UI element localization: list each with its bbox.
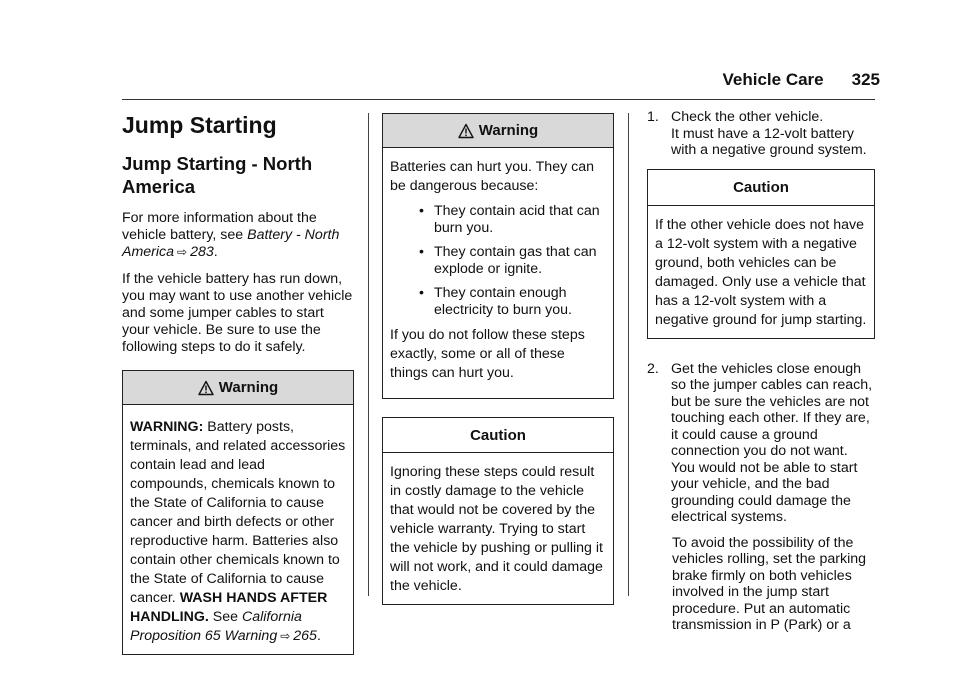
sub-heading: Jump Starting - North America [122, 153, 313, 197]
step-1: 1. Check the other vehicle. It must have a 12-volt battery with a negative ground system. [647, 109, 867, 158]
intro-paragraph: For more information about the vehicle battery, see Battery - North America ⇨ 283. [122, 210, 340, 260]
list-item: • They contain gas that can explode or ignite. [419, 244, 597, 277]
list-item: • They contain acid that can burn you. [419, 203, 600, 236]
warning-box-header [123, 371, 353, 405]
warning-triangle-icon [458, 123, 474, 139]
section-title: Vehicle Care [722, 70, 824, 89]
caution-box-ground [647, 169, 875, 339]
caution-box-header [648, 170, 874, 206]
caution-text: Ignoring these steps could result in costly damage to the vehicle that would not be covered by the vehicle warranty. Trying to start the vehicle by pushing or pulling it will not work, and it could damage the vehicle. [390, 464, 603, 594]
warning-title: Warning [478, 122, 539, 139]
battery-reference-page[interactable]: 283 [190, 244, 214, 260]
prop65-reference-link[interactable]: California Proposition 65 Warning [130, 609, 302, 644]
column-3 [647, 109, 875, 634]
warning-triangle-icon [198, 380, 214, 396]
column-1 [122, 108, 354, 655]
page-reference-arrow-icon: ⇨ [280, 629, 291, 643]
caution-title: Caution [470, 426, 526, 444]
warning-box-battery [382, 113, 614, 399]
warning-box-header [383, 114, 613, 148]
page-header [723, 70, 881, 90]
step-2: 2. Get the vehicles close enough so the jumper cables can reach, but be sure the vehicles are not touching each other. If they are, it could cause a ground connection you do not want. You would not be able to start your vehicle, and the bad grounding could damage the electrical systems. [647, 360, 873, 525]
prop65-reference-page[interactable]: 265 [293, 628, 317, 644]
warning-box-prop65 [122, 370, 354, 655]
rundown-paragraph: If the vehicle battery has run down, you may want to use another vehicle and some jumper cables to start your vehicle. Be sure to use the following steps to do it safely. [122, 271, 353, 355]
caution-box-body [648, 206, 874, 338]
main-heading: Jump Starting [122, 112, 277, 138]
warning-title: Warning [218, 379, 279, 396]
warning-lead: WARNING: [130, 419, 204, 435]
column-divider-1 [368, 113, 369, 596]
warning-outro: If you do not follow these steps exactly, some or all of these things can hurt you. [390, 327, 585, 381]
warning-intro: Batteries can hurt you. They can be dangerous because: [390, 159, 594, 194]
list-item: • They contain enough electricity to burn you. [419, 285, 572, 318]
battery-reference-link[interactable]: Battery - North America [122, 227, 340, 260]
header-rule [122, 99, 875, 100]
page-reference-arrow-icon: ⇨ [177, 245, 188, 259]
step-2-note: To avoid the possibility of the vehicles rolling, set the parking brake firmly on both vehicles involved in the jump start procedure. Put an automatic transmission in P (Park) or a [672, 534, 866, 633]
caution-title: Caution [733, 178, 789, 196]
warning-text: Battery posts, terminals, and related accessories contain lead and lead compounds, chemicals known to the State of California to cause cancer and birth defects or other reproductive harm. Batteries also contain other chemicals known to the State of California to cause cancer. [130, 419, 346, 606]
warning-box-body [383, 148, 613, 398]
page-number: 325 [851, 70, 880, 89]
caution-text: If the other vehicle does not have a 12-volt system with a negative ground, both vehicles can be damaged. Only use a vehicle that has a 12-volt system with a negative ground for jump starting. [655, 216, 867, 328]
caution-box-damage [382, 417, 614, 605]
warning-box-body: WARNING: Battery posts, terminals, and related accessories contain lead and lead compounds, chemicals known to the State of California to cause cancer and birth defects or other reproductive harm. Batteries also contain other chemicals known to the State of California to cause cancer. WASH HANDS AFTER HANDLING. See California Proposition 65 Warning ⇨ 265. [130, 419, 346, 644]
caution-box-header [383, 418, 613, 453]
caution-box-body [383, 453, 613, 604]
column-2 [382, 113, 614, 605]
column-divider-2 [628, 113, 629, 596]
wash-hands-text: WASH HANDS AFTER HANDLING. [130, 590, 328, 625]
